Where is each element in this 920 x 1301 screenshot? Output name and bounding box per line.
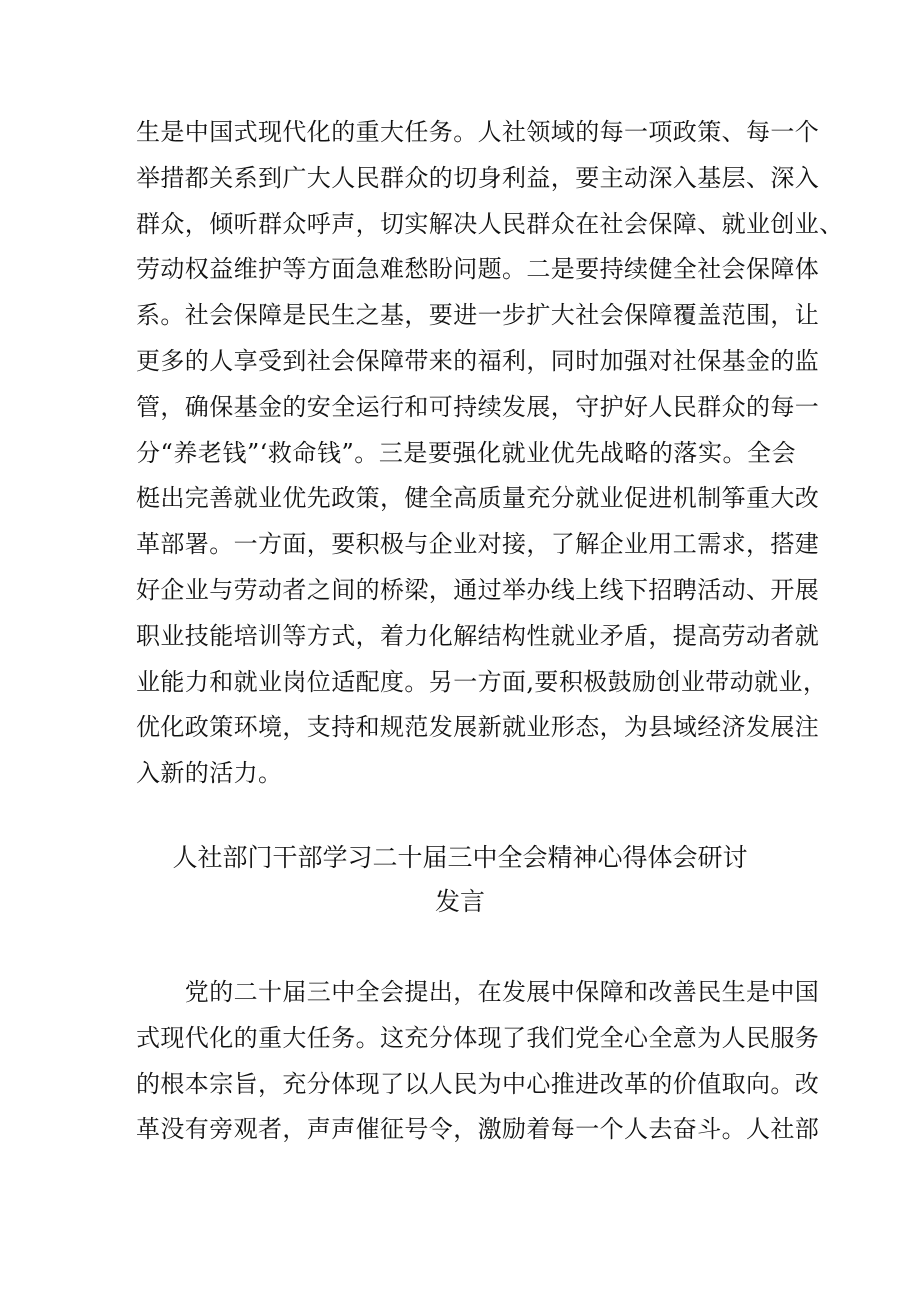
paragraph-line: 革没有旁观者，声声催征号令，激励着每一个人去奋斗。人社部 [136, 1115, 820, 1144]
paragraph-line: 更多的人享受到社会保障带来的福利，同时加强对社保基金的监 [136, 346, 820, 375]
paragraph-line: 党的二十届三中全会提出，在发展中保障和改善民生是中国 [136, 978, 820, 1006]
section-heading [120, 836, 800, 924]
paragraph-line: 举措都关系到广大人民群众的切身利益，要主动深入基层、深入 [136, 163, 820, 192]
paragraph-line: 分“养老钱”‘救命钱”。三是要强化就业优先战略的落实。全会 [136, 438, 796, 467]
heading-line-2: 发言 [434, 887, 485, 916]
paragraph-line: 入新的活力。 [136, 759, 283, 788]
paragraph-line: 劳动权益维护等方面急难愁盼问题。二是要持续健全社会保障体 [136, 255, 820, 284]
paragraph-line: 群众，倾听群众呼声，切实解决人民群众在社会保障、就业创业、 [136, 209, 844, 238]
paragraph-line: 的根本宗旨，充分体现了以人民为中心推进改革的价值取向。改 [136, 1069, 820, 1098]
body-paragraph-2 [136, 970, 820, 1153]
paragraph-line: 梃出完善就业优先政策，健全高质量充分就业促进机制筝重大改 [136, 484, 820, 513]
paragraph-line: 生是中国式现代化的重大任务。人社领域的每一项政策、每一个 [136, 118, 820, 146]
paragraph-line: 革部署。一方面，要积极与企业对接，了解企业用工需求，搭建 [136, 530, 820, 559]
paragraph-line: 式现代化的重大任务。这充分体现了我们党全心全意为人民服务 [136, 1023, 820, 1052]
body-paragraph-1 [136, 110, 844, 797]
paragraph-line: 职业技能培训等方式，着力化解结构性就业矛盾，提高劳动者就 [136, 621, 820, 650]
paragraph-line: 优化政策环境，支持和规范发展新就业形态，为县域经济发展注 [136, 713, 820, 742]
paragraph-line: 管，确保基金的安全运行和可持续发展，守护好人民群众的每一 [136, 392, 820, 421]
heading-line-1: 人社部门干部学习二十届三中全会精神心得体会研讨 [172, 843, 748, 872]
paragraph-line: 好企业与劳动者之间的桥梁，通过举办线上线下招聘活动、开展 [136, 575, 820, 604]
paragraph-line: 系。社会保障是民生之基，要进一步扩大社会保障覆盖范围，让 [136, 301, 820, 330]
paragraph-line: 业能力和就业岗位适配度。另一方面,要积极鼓励创业带动就业， [136, 667, 828, 696]
